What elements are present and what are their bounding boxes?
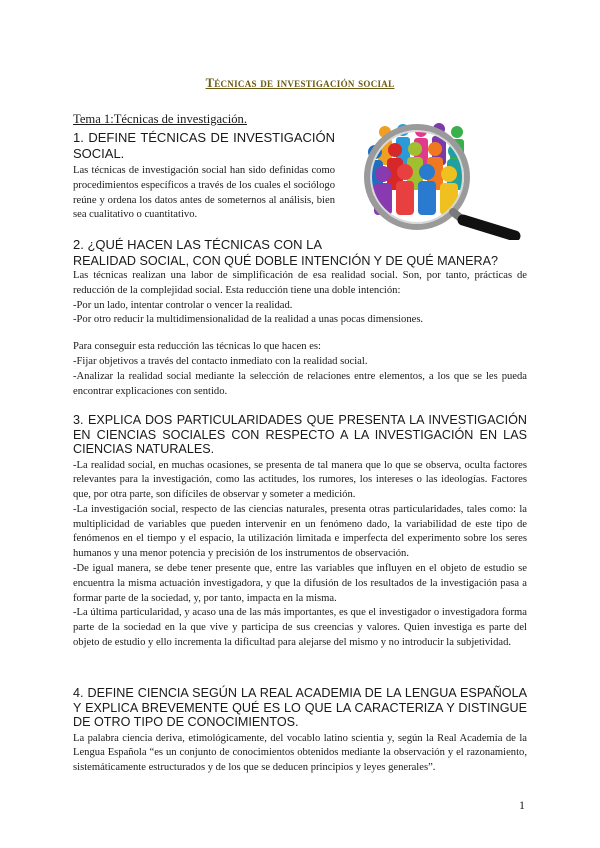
section-4-body: La palabra ciencia deriva, etimológicamente, del vocablo latino scientia y, según la Real Academia de la Lengua Española “es un conjunto de conocimientos obtenidos mediante la observación y el razonamiento, sistemáticamente estructurados y de los que se deducen principios y leyes generales”. [73, 732, 527, 774]
section-3 [73, 413, 527, 651]
section-1-heading: 1. DEFINE TÉCNICAS DE INVESTIGACIÓN SOCIAL. [73, 130, 335, 161]
section-3-paragraph: -La realidad social, en muchas ocasiones, se presenta de tal manera que lo que se observa, oculta factores relevantes para la investigación, como las actitudes, los rumores, los intereses o las ideologías. Factores que, por otra parte, son difíciles de observar y someter a medición. [73, 459, 527, 501]
section-3-heading: 3. EXPLICA DOS PARTICULARIDADES QUE PRESENTA LA INVESTIGACIÓN EN CIENCIAS SOCIALES CON RESPECTO A LA INVESTIGACIÓN EN LAS CIENCIAS NATURALES. [73, 413, 527, 456]
section-4-heading: 4. DEFINE CIENCIA SEGÚN LA REAL ACADEMIA DE LA LENGUA ESPAÑOLA Y EXPLICA BREVEMENTE QUÉ ES LO QUE LA CARACTERIZA Y DISTINGUE DE OTRO TIPO DE CONOCIMIENTOS. [73, 686, 527, 729]
section-2-bullet: -Fijar objetivos a través del contacto inmediato con la realidad social. [73, 355, 368, 367]
section-2 [73, 237, 527, 399]
tema-heading: Tema 1:Técnicas de investigación. [73, 112, 247, 126]
section-2-bullet: -Analizar la realidad social mediante la selección de relaciones entre elementos, a los que se les pueda encontrar explicaciones con sentido. [73, 370, 527, 397]
section-1-body: Las técnicas de investigación social han sido definidas como procedimientos específicos a través de los cuales el sociólogo reúne y ordena los datos antes de someternos al análisis, bien sea cualitativo o cuantitativo. [73, 165, 335, 221]
section-3-paragraph: -La última particularidad, y acaso una de las más importantes, es que el investigador o investigadora forma parte de la sociedad en la que vive y participa de sus creencias y valores. Quien investiga es parte del objeto de estudio y ello incrementa la dificultad para alejarse del mismo y no introducir la subjetividad. [73, 607, 527, 649]
page-number: 1 [519, 798, 525, 812]
section-2-heading-line2: REALIDAD SOCIAL, CON QUÉ DOBLE INTENCIÓN Y DE QUÉ MANERA? [73, 254, 499, 268]
section-3-paragraph: -De igual manera, se debe tener presente que, entre las variables que influyen en el objeto de estudio se encuentra la misma actuación investigadora, y que la difusión de los resultados de la investigación pasa a formar parte de la sociedad, y, por tanto, impacta en la misma. [73, 563, 527, 604]
section-4 [73, 686, 527, 776]
section-2-bullet: -Por otro reducir la multidimensionalidad de la realidad a unas pocas dimensiones. [73, 314, 424, 326]
section-2-bullet: -Por un lado, intentar controlar o vencer la realidad. [73, 299, 293, 311]
section-3-paragraph: -La investigación social, respecto de las ciencias naturales, presenta otras particularidades, tales como: la multiplicidad de variables que pueden intervenir en un fenómeno dado, la variabilidad de este tipo de fenómenos en el tiempo y el espacio, la utilización limitada e imperfecta del experimento sobre los seres humanos y una menor potencia y precisión de los instrumentos de observación. [73, 503, 527, 560]
section-2-heading-line1: 2. ¿QUÉ HACEN LAS TÉCNICAS CON LA [73, 237, 322, 252]
page-title: Técnicas de investigación social [205, 76, 395, 90]
section-2-paragraph: Las técnicas realizan una labor de simplificación de esa realidad social. Son, por tanto, prácticas de reducción de la complejidad social. Esta reducción tiene una doble intención: [73, 270, 527, 296]
section-2-paragraph: Para conseguir esta reducción las técnicas lo que hacen es: [73, 341, 321, 353]
people-magnifier-image [345, 122, 525, 240]
